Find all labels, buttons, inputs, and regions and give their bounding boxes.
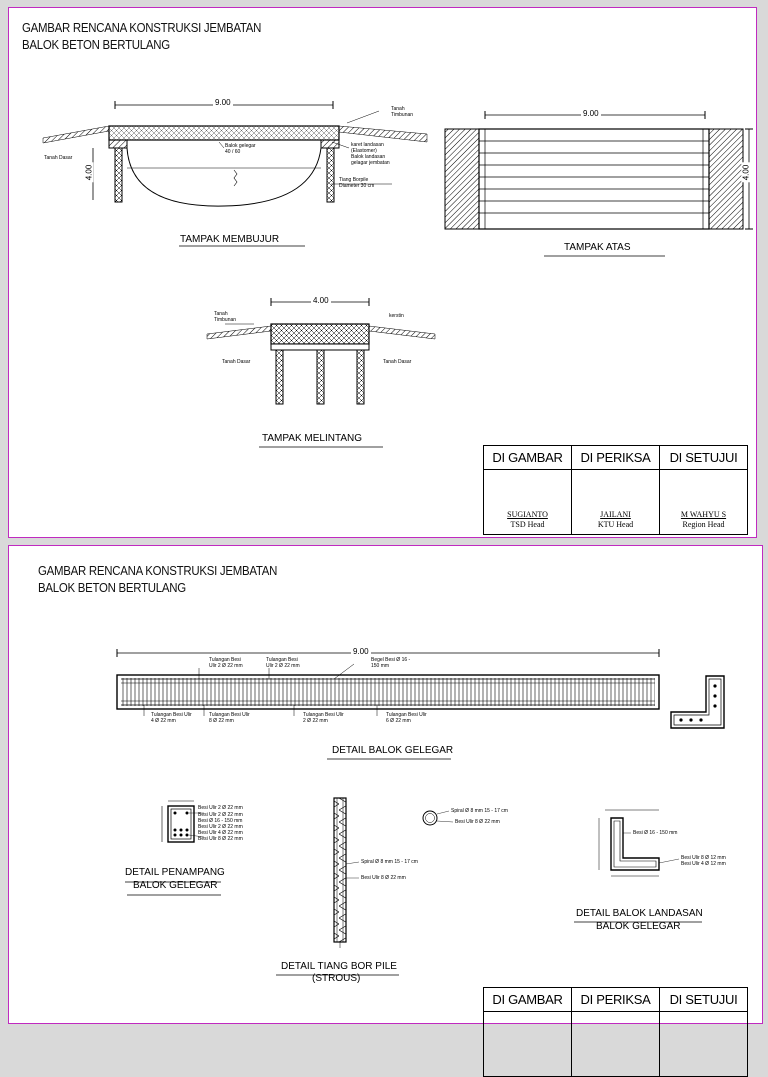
- tiang-note1: Spiral Ø 8 mm 15 - 17 cm: [361, 859, 418, 865]
- tiang-caption-line1: DETAIL TIANG BOR PILE: [281, 961, 397, 972]
- landasan-top-note: Besi Ø 16 - 150 mm: [633, 830, 678, 836]
- sig1-col2-role: KTU Head: [597, 520, 634, 529]
- penampang-note-6: Besi Ulir 8 Ø 22 mm: [198, 836, 243, 842]
- sig1-col3-role: Region Head: [682, 520, 725, 529]
- tiang-besi-note: Besi Ulir 8 Ø 22 mm: [455, 819, 500, 825]
- sheet2-title-line2: BALOK BETON BERTULANG: [38, 580, 186, 595]
- sheet1-title-line1: GAMBAR RENCANA KONSTRUKSI JEMBATAN: [22, 20, 262, 35]
- balok-bot-note1: Tulangan Besi Ulir 4 Ø 22 mm: [151, 712, 192, 724]
- balok-bot-note2: Tulangan Besi Ulir 8 Ø 22 mm: [209, 712, 250, 724]
- atas-width-dim: 4.00: [741, 164, 751, 181]
- balok-top-note1: Tulangan Besi Ulir 2 Ø 22 mm: [209, 657, 243, 669]
- sig1-col1-head: DI GAMBAR: [484, 446, 572, 470]
- sheet2-drawing: [9, 546, 764, 1025]
- sheet2-signature-table: [483, 987, 748, 1077]
- melintang-kerb: kerstin: [389, 313, 404, 319]
- membujur-balok-landasan: Balok landasan gelagar jembatan: [351, 154, 390, 166]
- penampang-caption-line1: DETAIL PENAMPANG: [125, 867, 225, 878]
- sig1-col3-name: M WAHYU S: [680, 510, 727, 519]
- penampang-note-5: Besi Ulir 4 Ø 22 mm: [198, 830, 243, 836]
- tiang-note2: Besi Ulir 8 Ø 22 mm: [361, 875, 406, 881]
- balok-span-dim: 9.00: [353, 647, 369, 656]
- sig1-col1-role: TSD Head: [510, 520, 545, 529]
- membujur-span-dim: 9.00: [215, 98, 231, 107]
- sig1-col3-head: DI SETUJUI: [660, 446, 748, 470]
- sheet1-title-line2: BALOK BETON BERTULANG: [22, 37, 170, 52]
- atas-view: [445, 111, 753, 229]
- atas-span-dim: 9.00: [583, 109, 599, 118]
- membujur-tanah-timbunan: Tanah Timbunan: [391, 106, 414, 118]
- penampang-caption-line2: BALOK GELEGAR: [133, 880, 218, 891]
- landasan-detail: [599, 810, 679, 876]
- balok-top-note2: Tulangan Besi Ulir 2 Ø 22 mm: [266, 657, 300, 669]
- membujur-tanah-dasar: Tanah Dasar: [44, 155, 73, 161]
- sig1-col1-cell: [484, 470, 572, 535]
- sig1-col1-name: SUGIANTO: [507, 510, 548, 519]
- landasan-caption-line2: BALOK GELEGAR: [596, 921, 681, 932]
- sig1-col2-head: DI PERIKSA: [572, 446, 660, 470]
- sig2-col3-cell: [660, 1012, 748, 1077]
- membujur-tiang-borpile: Tiang Borpile Diameter 30 cm: [339, 177, 375, 189]
- sig2-col1-head: DI GAMBAR: [484, 988, 572, 1012]
- penampang-note-4: Besi Ulir 2 Ø 22 mm: [198, 824, 243, 830]
- membujur-height-dim: 4.00: [84, 164, 94, 181]
- atas-caption: TAMPAK ATAS: [564, 242, 631, 253]
- melintang-width-dim: 4.00: [313, 296, 329, 305]
- drawing-sheet-2: [8, 545, 763, 1024]
- melintang-tanah-dasar-right: Tanah Dasar: [383, 359, 412, 365]
- landasan-caption-line1: DETAIL BALOK LANDASAN: [576, 908, 703, 919]
- melintang-tanah-dasar-left: Tanah Dasar: [222, 359, 251, 365]
- penampang-note-2: Besi Ulir 2 Ø 22 mm: [198, 812, 243, 818]
- sig1-col3-cell: [660, 470, 748, 535]
- melintang-tanah-timbunan: Tanah Timbunan: [214, 311, 237, 323]
- balok-top-note3: Begel Besi Ø 16 - 150 mm: [371, 657, 411, 669]
- tiang-detail: [334, 798, 453, 948]
- melintang-caption: TAMPAK MELINTANG: [262, 433, 363, 444]
- sig2-col2-cell: [572, 1012, 660, 1077]
- penampang-note-1: Besi Ulir 2 Ø 22 mm: [198, 805, 243, 811]
- sig2-col1-cell: [484, 1012, 572, 1077]
- sig2-col3-head: DI SETUJUI: [660, 988, 748, 1012]
- sheet2-title-line1: GAMBAR RENCANA KONSTRUKSI JEMBATAN: [38, 563, 278, 578]
- drawing-sheet-1: [8, 7, 757, 538]
- membujur-caption: TAMPAK MEMBUJUR: [180, 234, 280, 245]
- sig1-col2-cell: [572, 470, 660, 535]
- balok-bot-note3: Tulangan Besi Ulir 2 Ø 22 mm: [303, 712, 344, 724]
- landasan-right-note1: Besi Ulir 8 Ø 12 mm: [681, 855, 726, 861]
- membujur-balok-gelegar: Balok gelegar 40 / 60: [225, 143, 256, 155]
- sheet1-signature-table: [483, 445, 748, 535]
- balok-bot-note4: Tulangan Besi Ulir 6 Ø 22 mm: [386, 712, 427, 724]
- balok-caption: DETAIL BALOK GELEGAR: [332, 745, 454, 756]
- membujur-karet-landasan: karet landasan (Elastomer): [351, 142, 384, 154]
- sig2-col2-head: DI PERIKSA: [572, 988, 660, 1012]
- sig1-col2-name: JAILANI: [600, 510, 631, 519]
- tiang-caption-line2: (STROUS): [312, 973, 361, 984]
- tiang-spiral-note: Spiral Ø 8 mm 15 - 17 cm: [451, 808, 508, 814]
- penampang-note-3: Besi Ø 16 - 150 mm: [198, 818, 243, 824]
- landasan-right-note2: Besi Ulir 4 Ø 12 mm: [681, 861, 726, 867]
